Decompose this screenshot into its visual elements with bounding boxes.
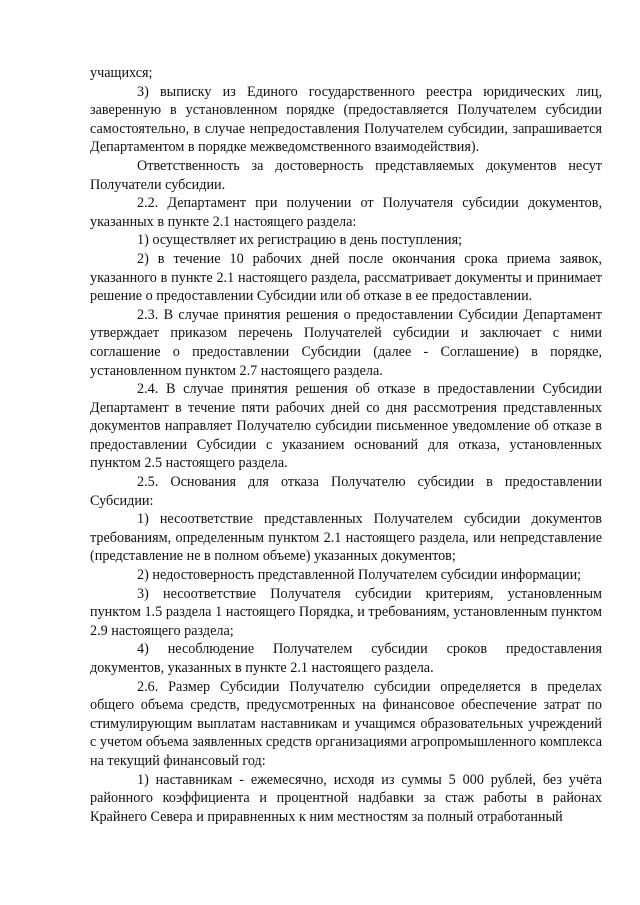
- paragraph-2-2-item-1: 1) осуществляет их регистрацию в день поступления;: [137, 232, 463, 249]
- paragraph-2-6-item-1: 1) наставникам - ежемесячно, исходя из суммы 5 000 рублей, без учёта районного коэффициента и процентной надбавки за стаж работы в районах Крайнего Севера и приравненных к ним местностям за полный отработанный: [90, 771, 602, 825]
- document-page: [90, 64, 602, 826]
- paragraph-students-tail: учащихся;: [90, 65, 153, 81]
- paragraph-2-2: 2.2. Департамент при получении от Получателя субсидии документов, указанных в пункте 2.1 настоящего раздела:: [90, 195, 602, 230]
- paragraph-2-5-item-2: 2) недостоверность представленной Получателем субсидии информации;: [137, 567, 582, 584]
- paragraph-2-5: 2.5. Основания для отказа Получателю субсидии в предоставлении Субсидии:: [90, 474, 602, 509]
- paragraph-2-5-item-1: 1) несоответствие представленных Получателем субсидии документов требованиям, определенным пунктом 2.1 настоящего раздела, или непредставление (представление не в полном объеме) указанных документов;: [90, 511, 602, 565]
- paragraph-2-3: 2.3. В случае принятия решения о предоставлении Субсидии Департамент утверждает приказом перечень Получателей субсидии и заключает с ними соглашение о предоставлении Субсидии (далее - Соглашение) в порядке, установленном пунктом 2.7 настоящего раздела.: [90, 306, 602, 379]
- paragraph-2-6: 2.6. Размер Субсидии Получателю субсидии определяется в пределах общего объема средств, предусмотренных на финансовое обеспечение затрат по стимулирующим выплатам наставникам и учащимся образовательных учреждений с учетом объема заявленных средств организациями агропромышленного комплекса на текущий финансовый год:: [90, 678, 602, 769]
- paragraph-2-5-item-3: 3) несоответствие Получателя субсидии критериям, установленным пунктом 1.5 раздела 1 настоящего Порядка, и требованиям, установленным пунктом 2.9 настоящего раздела;: [90, 585, 602, 639]
- paragraph-2-2-item-2: 2) в течение 10 рабочих дней после окончания срока приема заявок, указанного в пункте 2.1 настоящего раздела, рассматривает документы и принимает решение о предоставлении Субсидии или об отказе в ее предоставлении.: [90, 250, 602, 305]
- paragraph-registry-extract: 3) выписку из Единого государственного реестра юридических лиц, заверенную в установленном порядке (предоставляется Получателем субсидии самостоятельно, в случае непредоставления Получателем субсидии, запрашивается Департаментом в порядке межведомственного взаимодействия).: [90, 83, 602, 156]
- paragraph-2-5-item-4: 4) несоблюдение Получателем субсидии сроков предоставления документов, указанных в пункте 2.1 настоящего раздела.: [90, 641, 602, 676]
- paragraph-responsibility: Ответственность за достоверность представляемых документов несут Получатели субсидии.: [90, 157, 602, 193]
- paragraph-2-4: 2.4. В случае принятия решения об отказе в предоставлении Субсидии Департамент в течение пяти рабочих дней со дня рассмотрения представленных документов направляет Получателю субсидии письменное уведомление об отказе в предоставлении Субсидии с указанием оснований для отказа, установленных пунктом 2.5 настоящего раздела.: [90, 381, 602, 472]
